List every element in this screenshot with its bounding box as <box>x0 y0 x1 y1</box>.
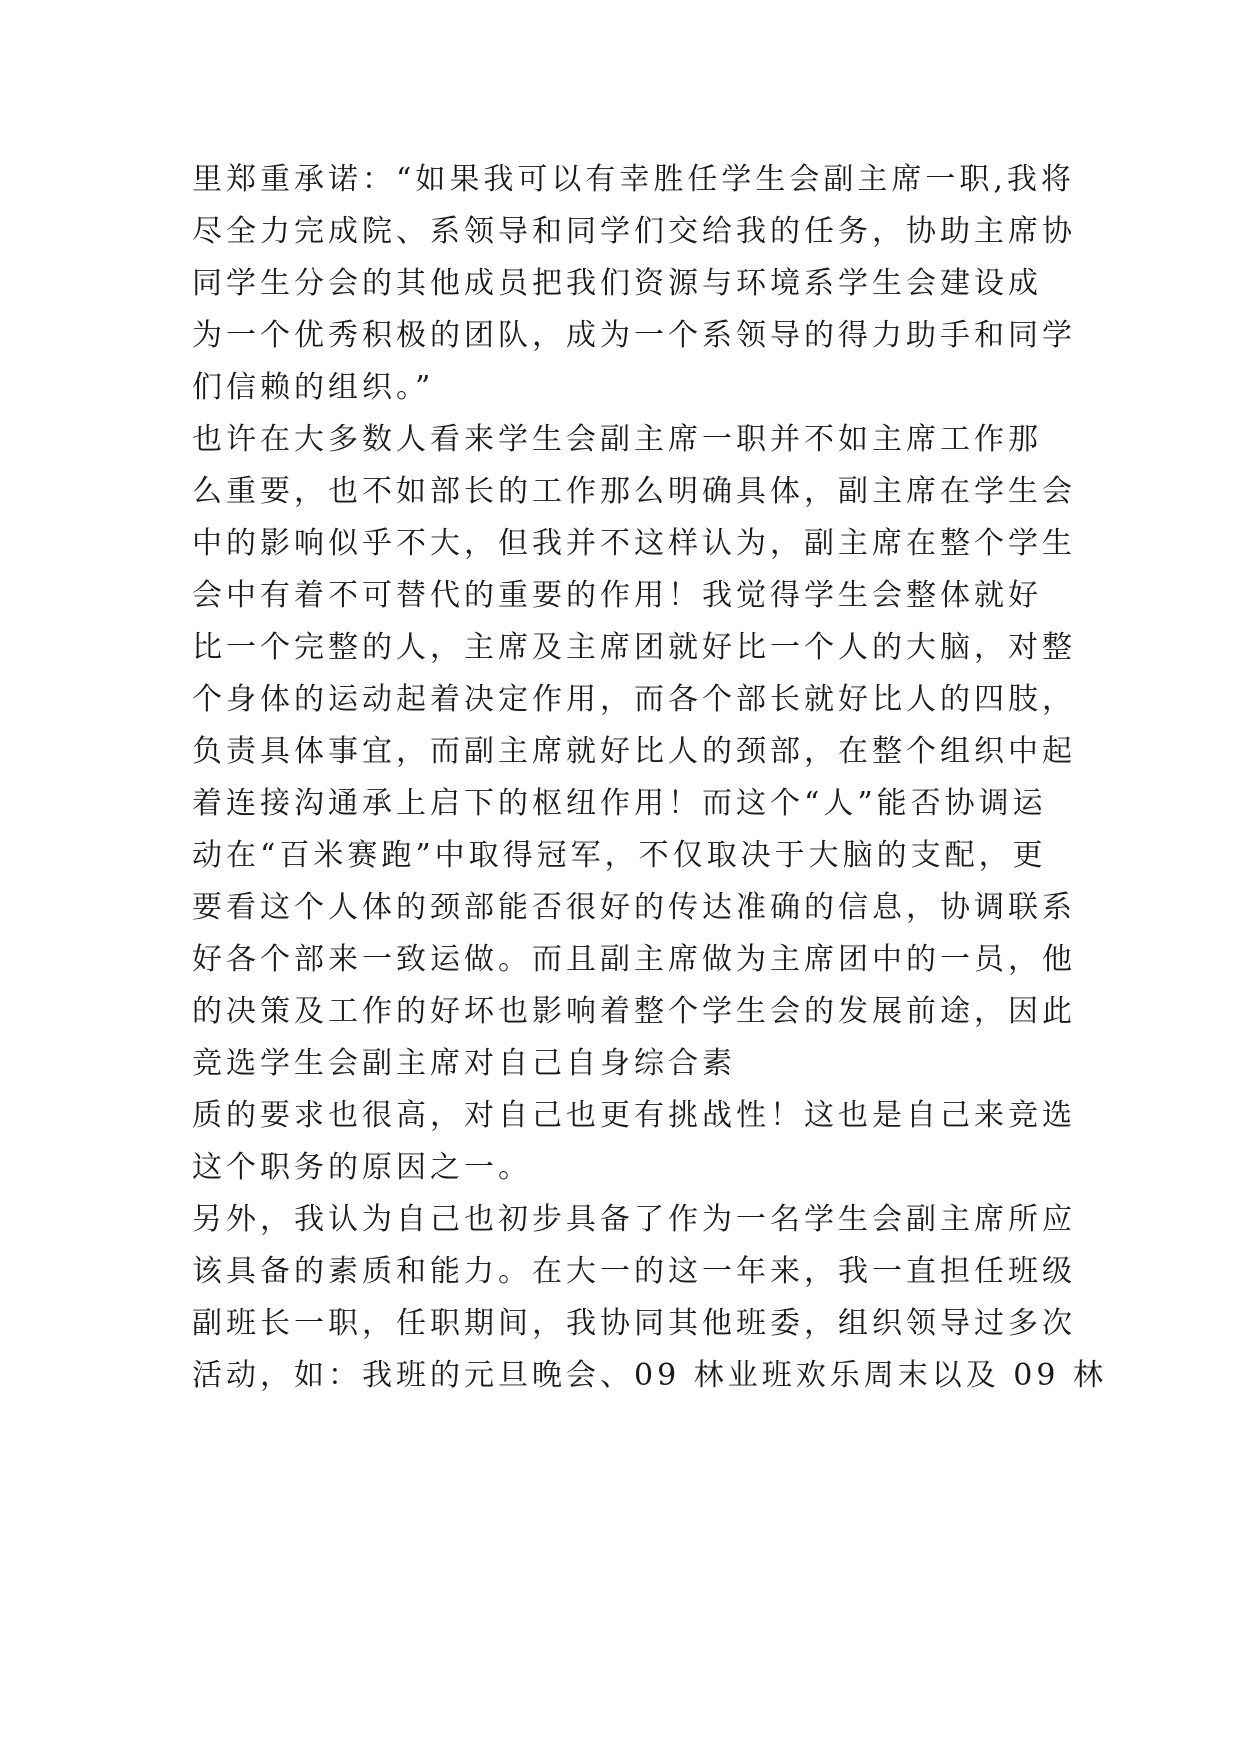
text-line: 里郑重承诺：“如果我可以有幸胜任学生会副主席一职,我将 <box>192 162 1075 197</box>
text-line: 好各个部来一致运做。而且副主席做为主席团中的一员，他 <box>192 942 1076 977</box>
text-line: 另外，我认为自己也初步具备了作为一名学生会副主席所应 <box>192 1202 1076 1237</box>
text-line: 比一个完整的人，主席及主席团就好比一个人的大脑，对整 <box>192 630 1076 665</box>
text-line: 也许在大多数人看来学生会副主席一职并不如主席工作那 <box>192 422 1042 457</box>
text-line: 竞选学生会副主席对自己自身综合素 <box>192 1046 736 1081</box>
text-line: 负责具体事宜，而副主席就好比人的颈部，在整个组织中起 <box>192 734 1076 769</box>
text-line: 会中有着不可替代的重要的作用！我觉得学生会整体就好 <box>192 578 1042 613</box>
text-line: 么重要，也不如部长的工作那么明确具体，副主席在学生会 <box>192 474 1076 509</box>
text-line: 们信赖的组织。” <box>192 370 435 405</box>
text-line: 为一个优秀积极的团队，成为一个系领导的得力助手和同学 <box>192 318 1076 353</box>
text-line: 动在“百米赛跑”中取得冠军，不仅取决于大脑的支配，更 <box>192 838 1047 873</box>
text-line: 同学生分会的其他成员把我们资源与环境系学生会建设成 <box>192 266 1042 301</box>
text-line: 中的影响似乎不大，但我并不这样认为，副主席在整个学生 <box>192 526 1076 561</box>
text-line: 尽全力完成院、系领导和同学们交给我的任务，协助主席协 <box>192 214 1076 249</box>
document-body <box>192 154 1107 1402</box>
text-line: 活动，如：我班的元旦晚会、09 林业班欢乐周末以及 09 林 <box>192 1358 1107 1393</box>
text-line: 质的要求也很高，对自己也更有挑战性！这也是自己来竞选 <box>192 1098 1076 1133</box>
text-line: 个身体的运动起着决定作用，而各个部长就好比人的四肢， <box>192 682 1076 717</box>
text-line: 着连接沟通承上启下的枢纽作用！而这个“人”能否协调运 <box>192 786 1047 821</box>
text-line: 这个职务的原因之一。 <box>192 1150 532 1185</box>
text-line: 要看这个人体的颈部能否很好的传达准确的信息，协调联系 <box>192 890 1076 925</box>
text-line: 副班长一职，任职期间，我协同其他班委，组织领导过多次 <box>192 1306 1076 1341</box>
text-line: 的决策及工作的好坏也影响着整个学生会的发展前途，因此 <box>192 994 1076 1029</box>
text-line: 该具备的素质和能力。在大一的这一年来，我一直担任班级 <box>192 1254 1076 1289</box>
